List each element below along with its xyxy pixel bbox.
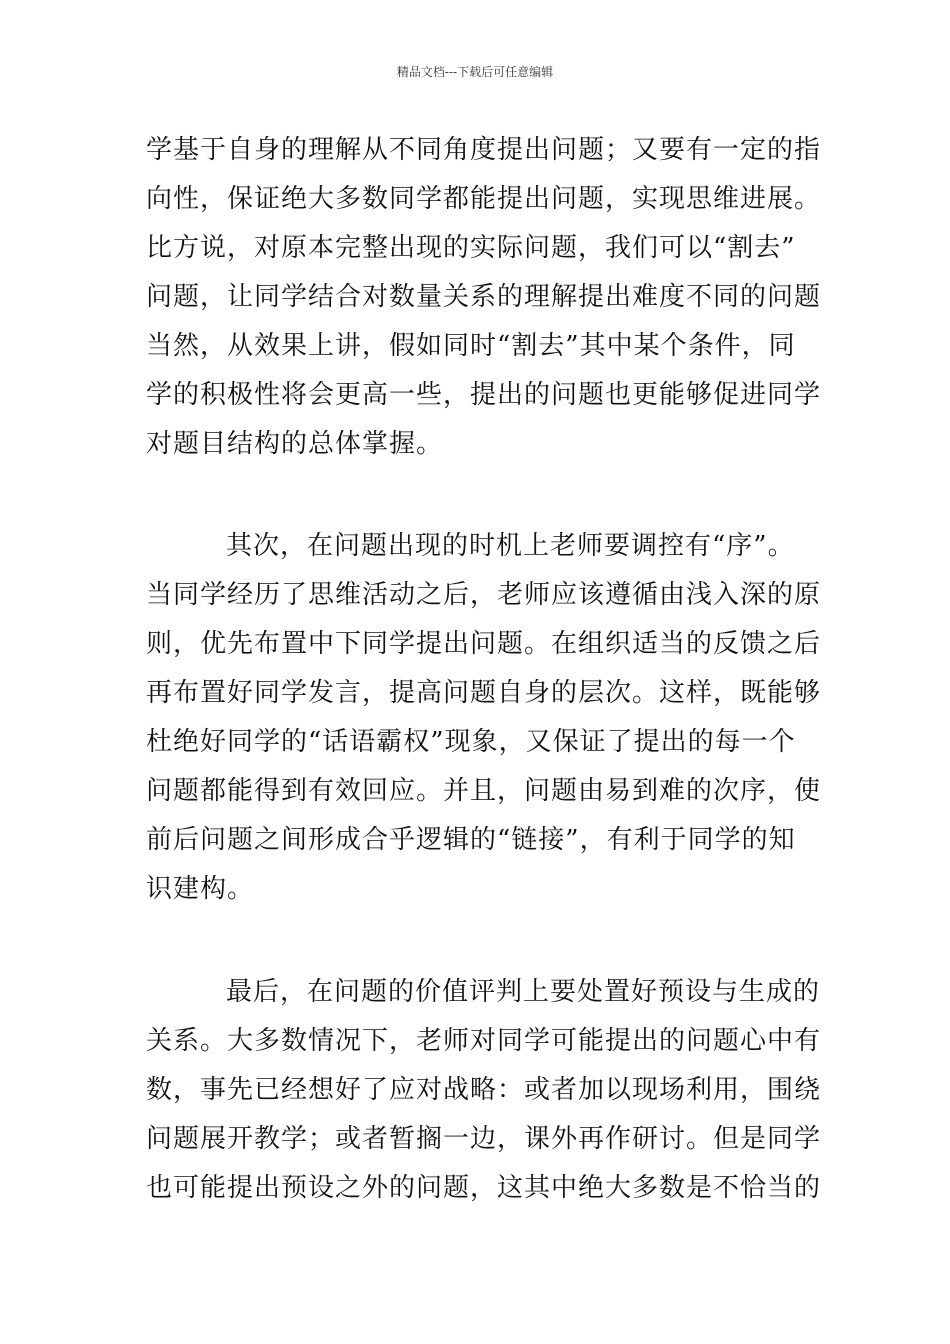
paragraph-3 (146, 968, 822, 1213)
paragraph-line: 对题目结构的总体掌握。 (146, 429, 444, 459)
paragraph-line: 向性，保证绝大多数同学都能提出问题，实现思维进展。 (146, 184, 822, 214)
paragraph-line: 最后，在问题的价值评判上要处置好预设与生成的 (226, 977, 821, 1007)
paragraph-line: 前后问题之间形成合乎逻辑的“链接”，有利于同学的知 (146, 825, 796, 855)
paragraph-line: 数，事先已经想好了应对战略：或者加以现场利用，围绕 (146, 1075, 822, 1105)
page-header: 精品文档---下载后可任意编辑 (396, 65, 554, 79)
paragraph-line: 当同学经历了思维活动之后，老师应该遵循由浅入深的原 (146, 580, 822, 610)
paragraph-line: 学的积极性将会更高一些，提出的问题也更能够促进同学 (146, 380, 822, 410)
paragraph-line: 也可能提出预设之外的问题，这其中绝大多数是不恰当的 (146, 1173, 822, 1203)
paragraph-line: 当然，从效果上讲，假如同时“割去”其中某个条件，同 (146, 331, 796, 361)
paragraph-line: 关系。大多数情况下，老师对同学可能提出的问题心中有 (146, 1026, 822, 1056)
paragraph-line: 则，优先布置中下同学提出问题。在组织适当的反馈之后 (146, 629, 822, 659)
paragraph-line: 学基于自身的理解从不同角度提出问题；又要有一定的指 (146, 135, 822, 165)
paragraph-line: 问题，让同学结合对数量关系的理解提出难度不同的问题 (146, 282, 822, 312)
paragraph-line: 识建构。 (146, 874, 255, 904)
paragraph-1 (146, 126, 822, 469)
paragraph-line: 问题都能得到有效回应。并且，问题由易到难的次序，使 (146, 776, 822, 806)
paragraph-line: 其次，在问题出现的时机上老师要调控有“序”。 (226, 531, 795, 561)
paragraph-line: 问题展开教学；或者暂搁一边，课外再作研讨。但是同学 (146, 1124, 822, 1154)
paragraph-2 (146, 522, 822, 914)
paragraph-line: 杜绝好同学的“话语霸权”现象，又保证了提出的每一个 (146, 727, 796, 757)
paragraph-line: 比方说，对原本完整出现的实际问题，我们可以“割去” (146, 233, 796, 263)
paragraph-line: 再布置好同学发言，提高问题自身的层次。这样，既能够 (146, 678, 822, 708)
